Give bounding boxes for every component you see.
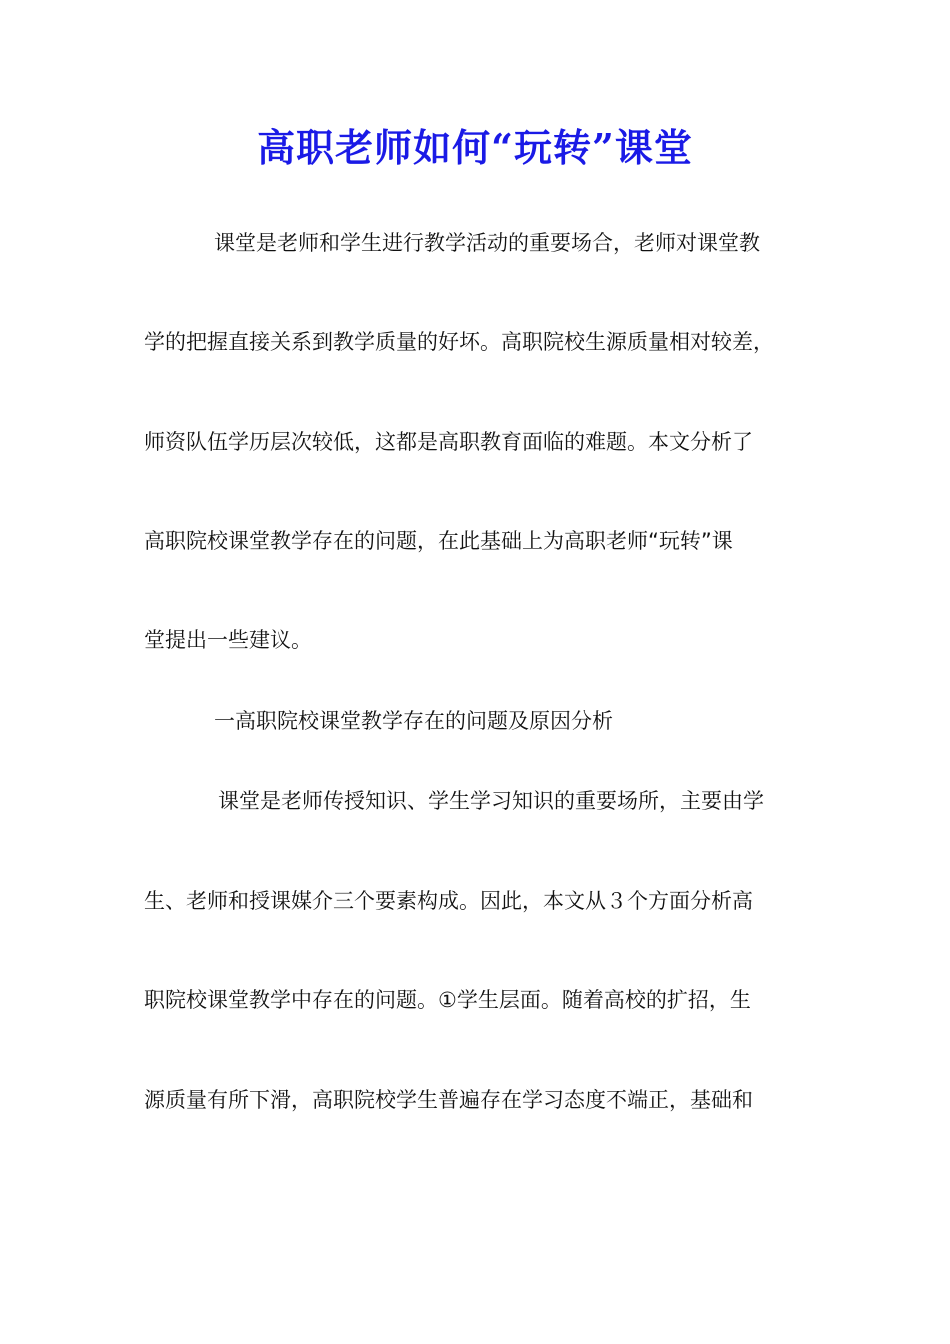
body-line-1: 课堂是老师和学生进行教学活动的重要场合，老师对课堂教: [214, 231, 760, 255]
document-title: 高职老师如何“玩转”课堂: [257, 125, 693, 170]
body-line-6: 课堂是老师传授知识、学生学习知识的重要场所，主要由学: [218, 789, 764, 813]
body-line-8: 职院校课堂教学中存在的问题。①学生层面。随着高校的扩招，生: [144, 988, 751, 1012]
body-line-5: 堂提出一些建议。: [144, 628, 312, 652]
body-line-2: 学的把握直接关系到教学质量的好坏。高职院校生源质量相对较差，: [144, 330, 774, 354]
body-line-3: 师资队伍学历层次较低，这都是高职教育面临的难题。本文分析了: [144, 430, 753, 454]
body-line-4: 高职院校课堂教学存在的问题，在此基础上为高职老师“玩转”课: [144, 529, 733, 553]
section-heading: 一高职院校课堂教学存在的问题及原因分析: [214, 709, 613, 733]
body-line-9: 源质量有所下滑，高职院校学生普遍存在学习态度不端正，基础和: [144, 1088, 753, 1112]
body-line-7: 生、老师和授课媒介三个要素构成。因此，本文从３个方面分析高: [144, 889, 753, 913]
